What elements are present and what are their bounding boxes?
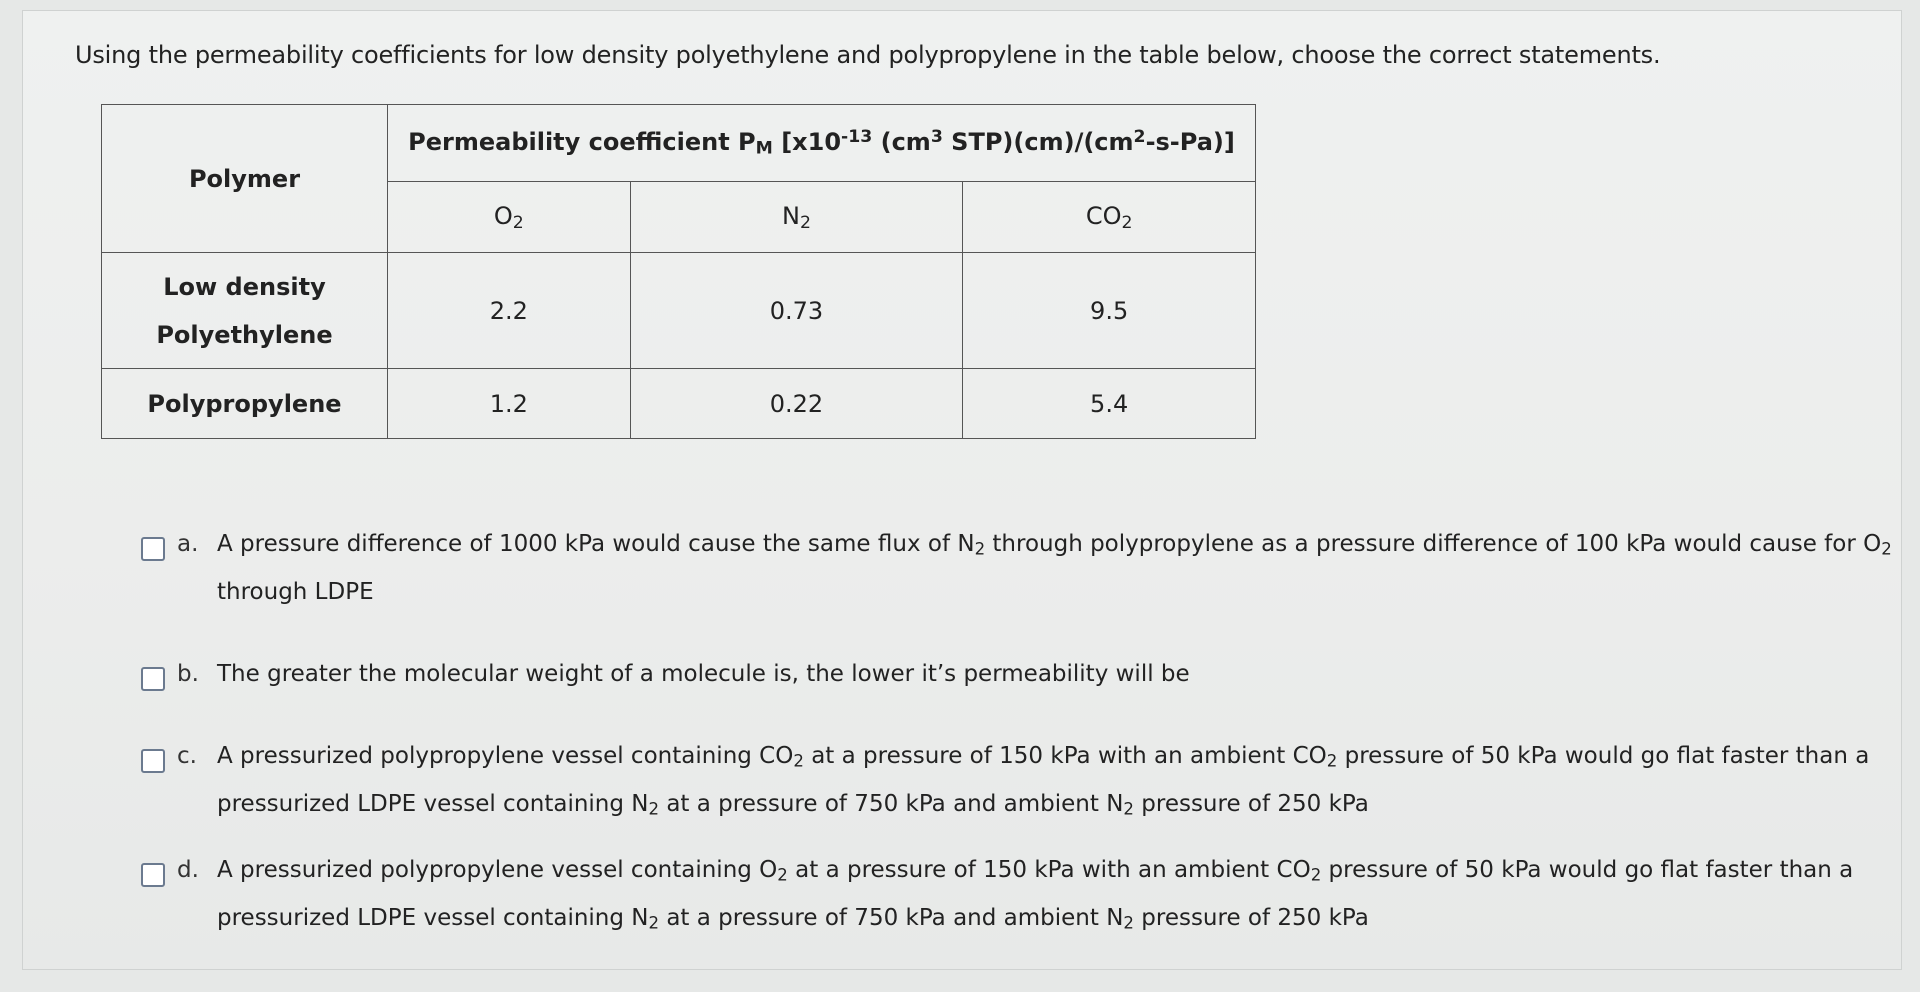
option-d[interactable] (141, 857, 1901, 944)
table-cell: 9.5 (963, 253, 1256, 369)
question-panel (22, 10, 1902, 970)
option-d-text: A pressurized polypropylene vessel containing $O_2$ at a pressure of 150 kPa with an ambient $CO_2$ pressure of 50 kPa would go flat faster than a pressurized LDPE vessel containing $N_2$ at a pressure of 750 kPa and ambient $N_2$ pressure of 250 kPa (217, 857, 1854, 933)
table-row (102, 369, 1256, 439)
option-c-text: A pressurized polypropylene vessel containing $CO_2$ at a pressure of 150 kPa with an ambient $CO_2$ pressure of 50 kPa would go flat faster than a pressurized LDPE vessel containing $N_2$ at a pressure of 750 kPa and ambient $N_2$ pressure of 250 kPa (217, 743, 1870, 819)
option-d-checkbox[interactable] (141, 863, 165, 887)
permeability-header: Permeability coefficient $P_M$ [$x10^{-13}$ ($cm^3$ $STP)(cm)/(cm^2-s-Pa)$] (388, 105, 1256, 182)
row-name-ldpe: Low density Polyethylene (102, 253, 388, 369)
row-name-polypropylene: Polypropylene (102, 369, 388, 439)
option-a-text: A pressure difference of 1000 kPa would cause the same flux of $N_2$ through polypropylene as a pressure difference of 100 kPa would cause for $O_2$ through LDPE (217, 531, 1892, 605)
option-letter: b. (177, 661, 199, 687)
option-letter: c. (177, 743, 197, 769)
option-c[interactable] (141, 743, 1901, 830)
polymer-column-header: Polymer (102, 105, 388, 253)
option-b[interactable] (141, 661, 1901, 695)
option-a[interactable] (141, 531, 1901, 613)
table-cell: 0.73 (630, 253, 963, 369)
table-cell: 5.4 (963, 369, 1256, 439)
option-b-checkbox[interactable] (141, 667, 165, 691)
table-cell: 1.2 (388, 369, 631, 439)
gas-header-co2: $CO_2$ (963, 182, 1256, 253)
permeability-table (101, 104, 1256, 439)
option-letter: a. (177, 531, 199, 557)
option-b-text: The greater the molecular weight of a molecule is, the lower it’s permeability will be (217, 661, 1190, 687)
option-a-checkbox[interactable] (141, 537, 165, 561)
option-letter: d. (177, 857, 199, 883)
option-c-checkbox[interactable] (141, 749, 165, 773)
gas-header-n2: $N_2$ (630, 182, 963, 253)
table-row (102, 253, 1256, 369)
question-text: Using the permeability coefficients for low density polyethylene and polypropylene in the table below, choose the correct statements. (75, 41, 1661, 69)
table-cell: 2.2 (388, 253, 631, 369)
table-cell: 0.22 (630, 369, 963, 439)
gas-header-o2: $O_2$ (388, 182, 631, 253)
